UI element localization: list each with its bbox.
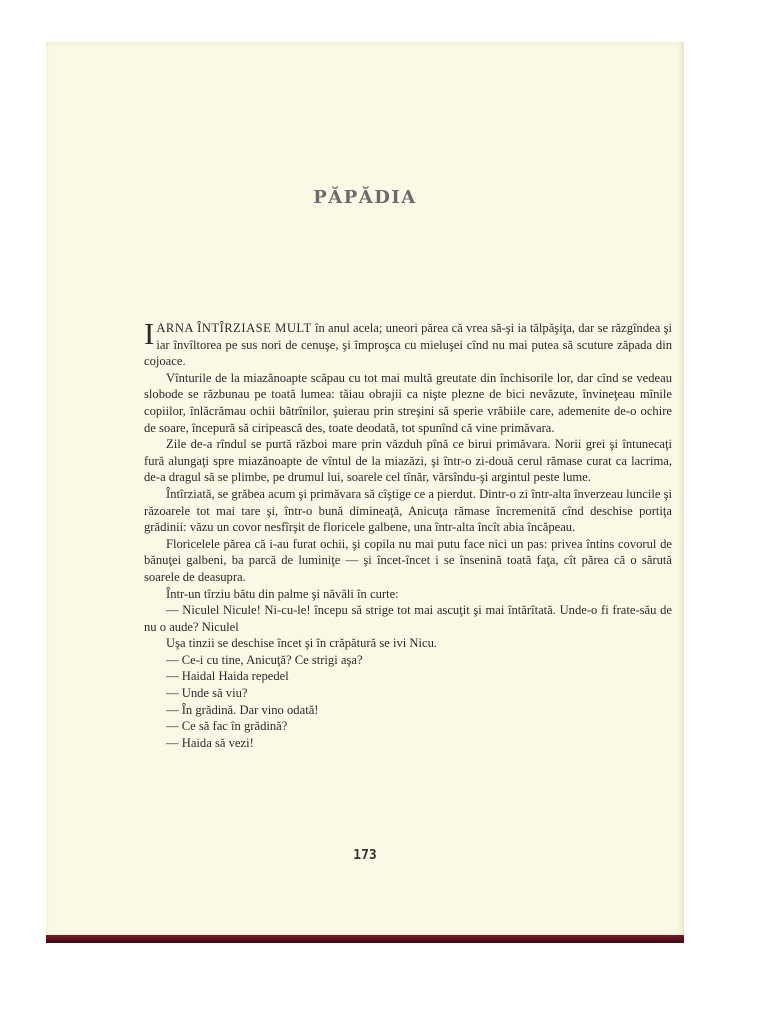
dialogue-line: — Unde să viu? [166,686,248,701]
paragraph: Într-un tîrziu bătu din palme şi năvăli în curte: [166,586,399,601]
paragraph: Zile de-a rîndul se purtă război mare prin văzduh pînă ce birui primăvara. Norii grei şi întunecaţi fură alungaţi spre miazănoapte de vîntul de la miazăzi, şi într-o zi-două cerul rămase curat ca lacrima, de-a dragul să se plimbe, pe drumul lui, soarele cel tînăr, vărsîndu-şi argintul peste lume. [144,437,672,485]
paragraph: Întîrziată, se grăbea acum şi primăvara să cîştige ce a pierdut. Dintr-o zi într-alta înverzeau luncile şi răzoarele tot mai tare şi, într-o bună dimineaţă, Anicuţa rămase încremenită cînd deschise portiţa grădinii: văzu un covor nesfîrşit de floricele galbene, una într-alta încît abia încăpeau. [144,486,672,535]
dialogue-line: — În grădină. Dar vino odată! [166,702,319,717]
dialogue-line: — Niculel Nicule! Ni-cu-le! începu să strige tot mai ascuţit şi mai întărîtată. Unde-o fi frate-său de nu o aude? Niculel [144,603,672,634]
chapter-title: PĂPĂDIA [313,187,417,208]
dialogue-line: — Haidal Haida repedel [166,669,289,684]
narration-line: Uşa tinzii se deschise încet şi în crăpătură se ivi Nicu. [166,636,438,651]
dialogue-line: — Ce să fac în grădină? [166,719,288,734]
paragraph-text: în anul acela; uneori părea că vrea să-şi ia tălpăşiţa, dar se răzgîndea şi iar învîltorea pe sus nori de cenuşe, şi împroşca cu mieluşei cînd nu mai putea să scuture zăpada din cojoace. [144,321,672,369]
drop-cap: I [144,316,155,351]
chapter-body [144,316,672,751]
dialogue-line: — Ce-i cu tine, Anicuţă? Ce strigi aşa? [166,652,363,667]
paragraph: Floricelele părea că i-au furat ochii, şi copila nu mai putu face nici un pas: privea întins covorul de bănuţei galbeni, ba parcă de luminiţe — şi încet-încet i se însenină toată faţa, cît părea că o sărută soarele de deasupra. [144,536,672,584]
opening-small-caps: ARNA ÎNTÎRZIASE MULT [156,321,312,335]
dialogue-line: — Haida să vezi! [166,735,254,750]
paragraph: Vînturile de la miazănoapte scăpau cu tot mai multă greutate din închisorile lor, dar cînd se vedeau slobode se răzbunau pe toată lumea: tăiau obrajii ca nişte plezne de bici nevăzute, învineţeau mînile copiilor, înlăcrămau ochii bătrînilor, şuierau prin streşini să sperie vrăbiile care, ademenite de-o ochire de soare, începură să ciripească des, toate deodată, tot spunînd că vine primăvara. [144,370,672,435]
page-number: 173 [353,848,377,863]
book-cover-edge [46,935,684,943]
paragraph-opening [144,316,672,370]
book-page [46,42,684,938]
